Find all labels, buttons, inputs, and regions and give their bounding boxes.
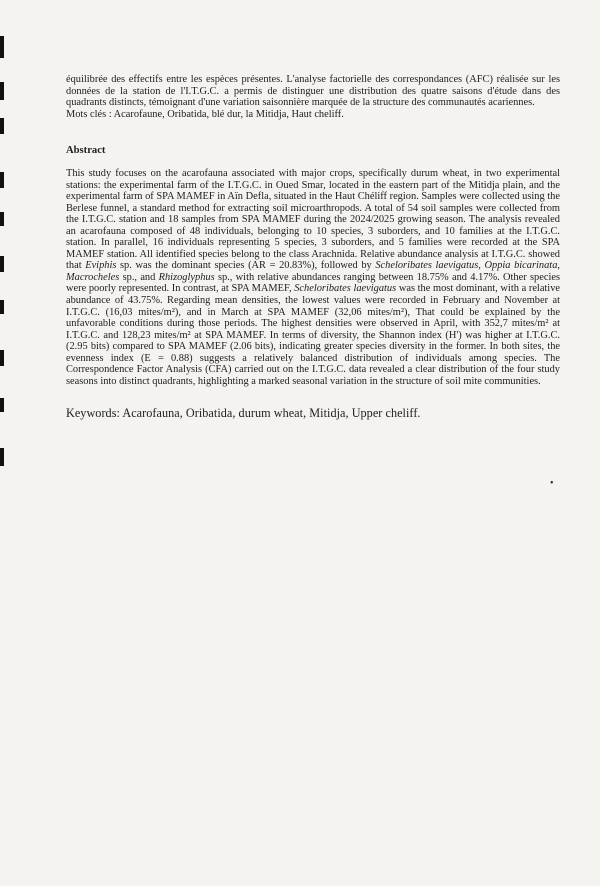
abstract-text: This study focuses on the acarofauna associated with major crops, specifically durum wheat, in two experimental stations: the experimental farm of the I.T.G.C. in Oued Smar, located in the eastern part of the Mitidja plain, and the experimental farm of SPA MAMEF in Aïn Defla, situated in the Haut Chéliff region. Samples were collected using the Berlese funnel, a standard method for extracting soil microarthropods. A total of 54 soil samples were collected from the I.T.G.C. station and 18 samples from SPA MAMEF during the 2024/2025 growing season. The analysis revealed an acarofauna composed of 48 individuals, belonging to 10 species, 3 suborders, and 10 families at the I.T.G.C. station. In parallel, 16 individuals representing 5 species, 3 suborders, and 5 families were recorded at the SPA MAMEF station. All identified species belong to the class Arachnida. Relative abundance analysis at I.T.G.C. showed that: [66, 168, 560, 272]
abstract-text: sp., and: [119, 271, 159, 283]
scan-mark: [0, 398, 4, 412]
species-name: Oppia bicarinata: [484, 260, 558, 272]
species-name: Scheloribates laevigatus: [375, 260, 479, 272]
scan-binding-edge: [0, 0, 8, 886]
scan-mark: [0, 118, 4, 134]
species-name: Macrocheles: [66, 271, 120, 283]
abstract-heading: Abstract: [66, 145, 106, 156]
abstract-body: [66, 168, 560, 387]
scan-mark: [0, 212, 4, 226]
abstract-text: sp., with relative abundances ranging between 18.75% and 4.17%. Other species were poorly represented. In contrast, at SPA MAMEF,: [66, 271, 560, 295]
french-summary-paragraph: équilibrée des effectifs entre les espèces présentes. L'analyse factorielle des correspondances (AFC) réalisée sur les données de la station de l'I.T.G.C. a permis de distinguer une distribution des quatre saisons d'étude dans des quadrants distincts, témoignant d'une variation saisonnière marquée de la structure des communautés acariennes.: [66, 74, 560, 108]
abstract-text: was the most dominant, with a relative abundance of 43.75%. Regarding mean densities, the lowest values were recorded in February and November at I.T.G.C. (16,03 mites/m²), and in March at SPA MAMEF (32,06 mites/m²), That could be explained by the unfavorable conditions during those periods. The highest densities were observed in April, with 352,7 mites/m² at I.T.G.C. and 128,23 mites/m² at SPA MAMEF. In terms of diversity, the Shannon index (H') was higher at I.T.G.C. (2.95 bits) compared to SPA MAMEF (2.06 bits), indicating greater species diversity in the former. In both sites, the evenness index (E = 0.88) suggests a relatively balanced distribution of individuals among species. The Correspondence Factor Analysis (CFA) carried out on the I.T.G.C. data revealed a clear distribution of the four study seasons into distinct quadrants, highlighting a marked seasonal variation in the structure of soil mite communities.: [66, 283, 561, 387]
stray-mark: •: [550, 478, 554, 489]
french-keywords: Mots clés : Acarofaune, Oribatida, blé dur, la Mitidja, Haut cheliff.: [66, 108, 344, 120]
scan-mark: [0, 172, 4, 188]
abstract-text: ,: [557, 260, 561, 272]
species-name: Eviphis: [85, 260, 117, 272]
abstract-text: sp. was the dominant species (AR = 20.83%), followed by: [116, 260, 376, 272]
scan-mark: [0, 36, 4, 58]
scan-mark: [0, 82, 4, 100]
species-name: Rhizoglyphus: [158, 271, 215, 283]
scan-mark: [0, 350, 4, 366]
abstract-text: ,: [478, 260, 485, 272]
scan-mark: [0, 300, 4, 314]
document-page: [66, 74, 560, 421]
scan-mark: [0, 448, 4, 466]
english-keywords: Keywords: Acarofauna, Oribatida, durum wheat, Mitidja, Upper cheliff.: [66, 406, 421, 421]
species-name: Scheloribates laevigatus: [294, 283, 397, 295]
scan-mark: [0, 256, 4, 272]
